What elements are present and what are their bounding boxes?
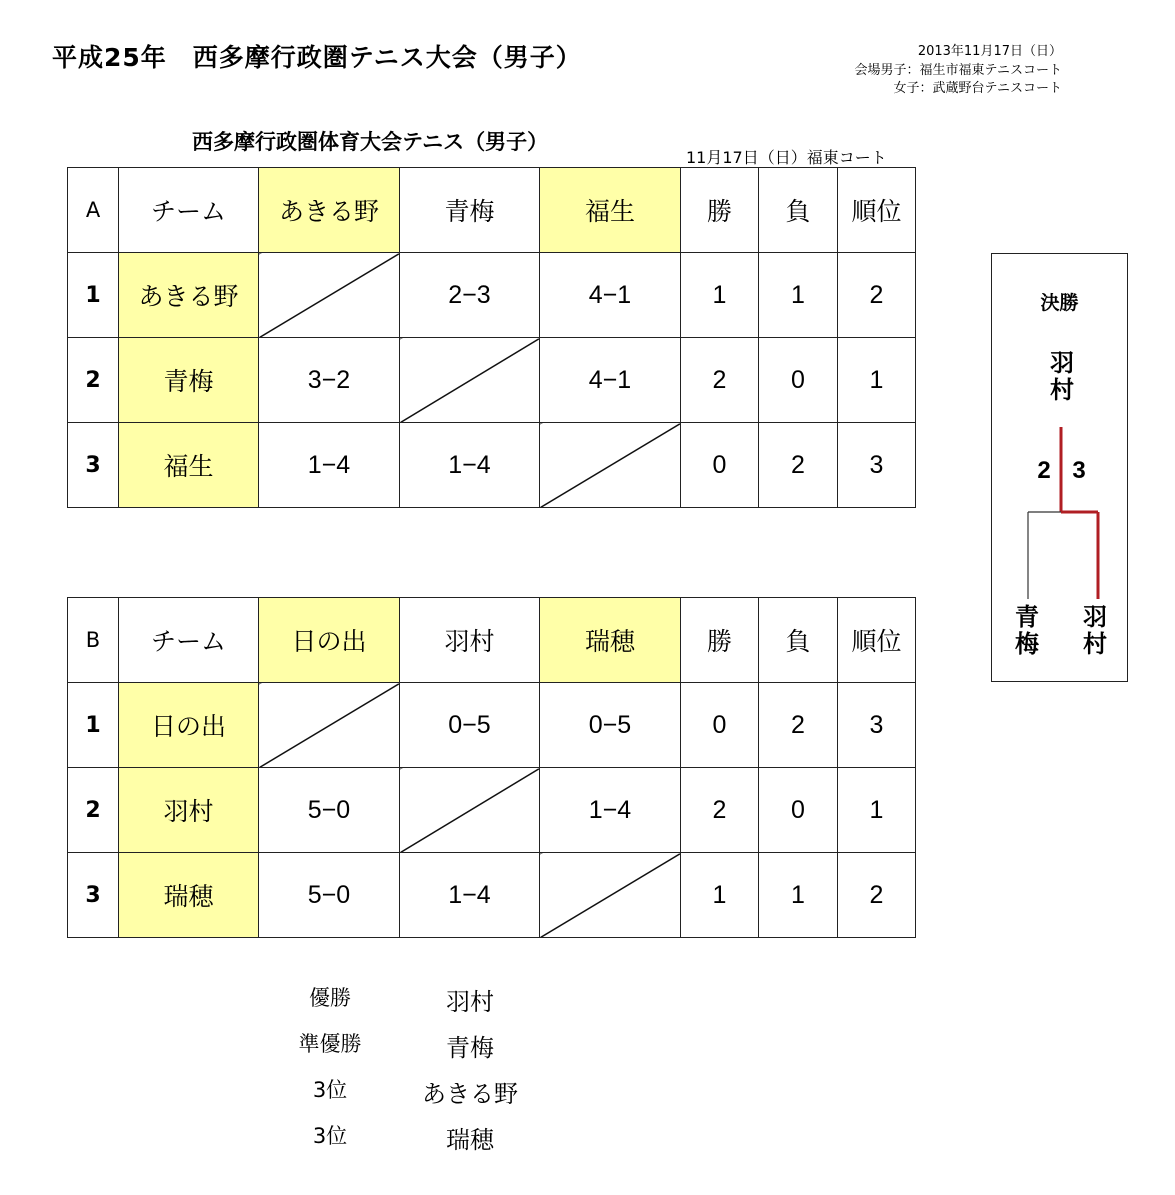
losses-header: 負: [759, 598, 838, 683]
match-score: 3−2: [259, 338, 400, 423]
row-number: 3: [68, 853, 119, 938]
row-number: 1: [68, 683, 119, 768]
table-row: [68, 423, 916, 508]
rank-value: 2: [838, 853, 916, 938]
self-match-cell: [259, 253, 400, 338]
table-row: [68, 768, 916, 853]
rank-value: 1: [838, 768, 916, 853]
wins-value: 2: [681, 768, 759, 853]
standing-team: 瑞穂: [446, 1126, 494, 1154]
opponent-header: 瑞穂: [540, 598, 681, 683]
match-score: 4−1: [540, 253, 681, 338]
table-header-row: [68, 598, 916, 683]
table-row: [68, 338, 916, 423]
tournament-date: 2013年11月17日（日）: [917, 44, 1062, 59]
final-bracket: [991, 253, 1128, 682]
team-column-header: チーム: [119, 168, 259, 253]
row-number: 2: [68, 768, 119, 853]
rank-value: 3: [838, 423, 916, 508]
match-score: 0−5: [400, 683, 540, 768]
section-title: 西多摩行政圏体育大会テニス（男子）: [192, 130, 549, 154]
losses-value: 2: [759, 423, 838, 508]
group-b-table: [67, 597, 916, 938]
venue-men: 会場男子：福生市福東テニスコート: [854, 63, 1062, 78]
match-score: 1−4: [540, 768, 681, 853]
wins-value: 0: [681, 683, 759, 768]
group-a-table: [67, 167, 916, 508]
standing-team: 青梅: [446, 1034, 494, 1062]
final-winner: 羽村: [1050, 349, 1074, 404]
match-score: 1−4: [259, 423, 400, 508]
standing-team: 羽村: [446, 988, 494, 1016]
date-venue: 11月17日（日）福東コート: [686, 148, 887, 167]
self-match-cell: [540, 423, 681, 508]
match-score: 5−0: [259, 853, 400, 938]
wins-value: 2: [681, 338, 759, 423]
losses-value: 2: [759, 683, 838, 768]
rank-header: 順位: [838, 598, 916, 683]
match-score: 2−3: [400, 253, 540, 338]
final-right-score: 3: [1072, 457, 1086, 484]
final-left-team: 青梅: [1015, 603, 1039, 658]
match-score: 4−1: [540, 338, 681, 423]
row-number: 2: [68, 338, 119, 423]
self-match-cell: [540, 853, 681, 938]
table-header-row: [68, 168, 916, 253]
team-name: あきる野: [119, 253, 259, 338]
table-row: [68, 253, 916, 338]
opponent-header: あきる野: [259, 168, 400, 253]
final-right-team: 羽村: [1083, 603, 1107, 658]
team-name: 羽村: [119, 768, 259, 853]
wins-value: 1: [681, 253, 759, 338]
wins-header: 勝: [681, 598, 759, 683]
team-name: 日の出: [119, 683, 259, 768]
match-score: 1−4: [400, 853, 540, 938]
team-name: 瑞穂: [119, 853, 259, 938]
table-row: [68, 683, 916, 768]
final-left-score: 2: [1037, 457, 1051, 484]
team-name: 青梅: [119, 338, 259, 423]
standing-rank: 3位: [312, 1078, 348, 1102]
opponent-header: 羽村: [400, 598, 540, 683]
team-column-header: チーム: [119, 598, 259, 683]
rank-header: 順位: [838, 168, 916, 253]
opponent-header: 青梅: [400, 168, 540, 253]
row-number: 3: [68, 423, 119, 508]
standing-rank: 優勝: [309, 986, 351, 1010]
match-score: 1−4: [400, 423, 540, 508]
row-number: 1: [68, 253, 119, 338]
self-match-cell: [400, 338, 540, 423]
opponent-header: 日の出: [259, 598, 400, 683]
team-name: 福生: [119, 423, 259, 508]
standing-rank: 準優勝: [298, 1032, 362, 1056]
rank-value: 1: [838, 338, 916, 423]
losses-value: 1: [759, 853, 838, 938]
standing-rank: 3位: [312, 1124, 348, 1148]
group-label: B: [68, 598, 119, 683]
match-score: 0−5: [540, 683, 681, 768]
standing-team: あきる野: [422, 1080, 518, 1108]
venue-women: 女子：武蔵野台テニスコート: [893, 81, 1062, 96]
page-title: 平成25年 西多摩行政圏テニス大会（男子）: [52, 43, 582, 72]
wins-header: 勝: [681, 168, 759, 253]
losses-value: 0: [759, 768, 838, 853]
wins-value: 1: [681, 853, 759, 938]
losses-value: 0: [759, 338, 838, 423]
wins-value: 0: [681, 423, 759, 508]
group-label: A: [68, 168, 119, 253]
self-match-cell: [400, 768, 540, 853]
losses-value: 1: [759, 253, 838, 338]
opponent-header: 福生: [540, 168, 681, 253]
final-title: 決勝: [1040, 292, 1079, 314]
losses-header: 負: [759, 168, 838, 253]
rank-value: 3: [838, 683, 916, 768]
match-score: 5−0: [259, 768, 400, 853]
rank-value: 2: [838, 253, 916, 338]
self-match-cell: [259, 683, 400, 768]
table-row: [68, 853, 916, 938]
